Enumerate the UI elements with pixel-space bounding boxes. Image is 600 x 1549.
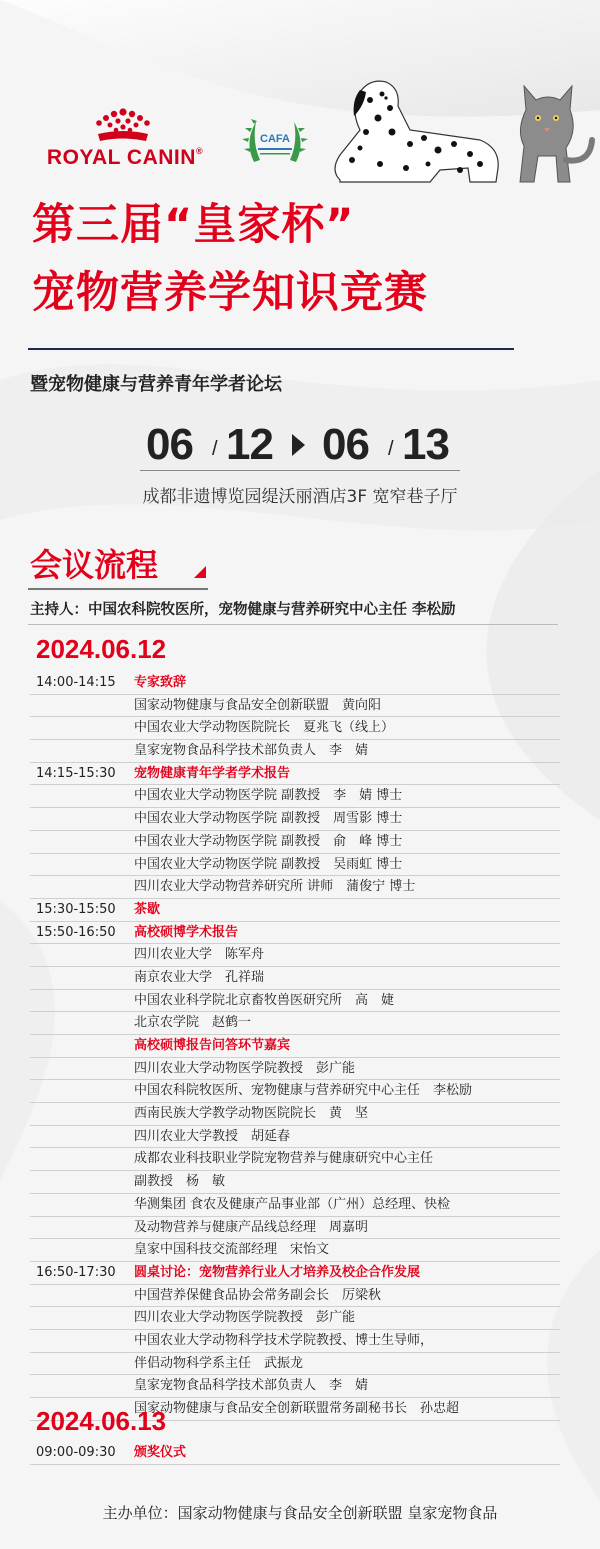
schedule-row bbox=[30, 1035, 560, 1058]
schedule-speaker: 四川农业大学动物医学院教授 彭广能 bbox=[134, 1310, 356, 1326]
event-title-line2: 宠物营养学知识竞赛 bbox=[32, 268, 428, 318]
schedule-row bbox=[30, 1375, 560, 1398]
schedule-row bbox=[30, 876, 560, 899]
schedule-row bbox=[30, 1080, 560, 1103]
schedule-speaker: 四川农业大学动物营养研究所 讲师 蒲俊宁 博士 bbox=[134, 879, 416, 895]
royal-canin-wordmark: ROYAL CANIN® bbox=[46, 146, 204, 169]
schedule-speaker: 及动物营养与健康产品线总经理 周嘉明 bbox=[134, 1219, 369, 1235]
cat-illustration bbox=[520, 86, 592, 182]
title-divider bbox=[28, 348, 514, 350]
schedule-row bbox=[30, 1353, 560, 1376]
schedule-speaker: 北京农学院 赵鹤一 bbox=[134, 1015, 252, 1031]
schedule-row bbox=[30, 1194, 560, 1217]
schedule-speaker: 国家动物健康与食品安全创新联盟 黄向阳 bbox=[134, 697, 382, 713]
schedule-row bbox=[30, 1217, 560, 1240]
day1-schedule bbox=[30, 672, 560, 1421]
date-slash: / bbox=[212, 438, 218, 460]
event-title-line1: 第三届“皇家杯” bbox=[32, 200, 355, 250]
event-venue: 成都非遗博览园缇沃丽酒店3F 宽窄巷子厅 bbox=[142, 487, 458, 507]
event-dates bbox=[0, 420, 600, 470]
schedule-session-title: 高校硕博报告问答环节嘉宾 bbox=[134, 1038, 291, 1053]
schedule-row bbox=[30, 808, 560, 831]
schedule-row bbox=[30, 1012, 560, 1035]
schedule-row bbox=[30, 967, 560, 990]
start-day: 12 bbox=[226, 420, 273, 469]
royal-canin-logo bbox=[40, 108, 210, 168]
arrow-right-icon bbox=[292, 434, 305, 456]
schedule-speaker: 中国农业大学动物医院院长 夏兆飞（线上） bbox=[134, 720, 395, 736]
dog-and-cat-photo bbox=[320, 60, 600, 190]
schedule-row bbox=[30, 740, 560, 763]
agenda-heading-rule bbox=[28, 588, 208, 590]
schedule-speaker: 中国农业大学动物医学院 副教授 李 婧 博士 bbox=[134, 788, 403, 804]
schedule-row bbox=[30, 1442, 560, 1465]
schedule-row bbox=[30, 944, 560, 967]
schedule-row bbox=[30, 899, 560, 922]
schedule-speaker: 中国农业科学院北京畜牧兽医研究所 高 婕 bbox=[134, 992, 395, 1008]
schedule-speaker: 中国农业大学动物医学院 副教授 吴雨虹 博士 bbox=[134, 856, 403, 872]
schedule-session-title: 圆桌讨论：宠物营养行业人才培养及校企合作发展 bbox=[134, 1264, 421, 1280]
schedule-speaker: 西南民族大学教学动物医院院长 黄 坚 bbox=[134, 1106, 369, 1122]
schedule-session-title: 高校硕博学术报告 bbox=[134, 924, 239, 940]
schedule-speaker: 华测集团 食农及健康产品事业部（广州）总经理、快检 bbox=[134, 1196, 451, 1212]
schedule-session-title: 宠物健康青年学者学术报告 bbox=[134, 765, 291, 781]
end-day: 13 bbox=[402, 420, 449, 469]
schedule-speaker: 皇家宠物食品科学技术部负责人 李 婧 bbox=[134, 1378, 369, 1394]
schedule-row bbox=[30, 1103, 560, 1126]
schedule-speaker: 成都农业科技职业学院宠物营养与健康研究中心主任 bbox=[134, 1151, 434, 1167]
schedule-row bbox=[30, 717, 560, 740]
schedule-speaker: 四川农业大学教授 胡延春 bbox=[134, 1128, 291, 1144]
host-line: 主持人：中国农科院牧医所，宠物健康与营养研究中心主任 李松励 bbox=[30, 602, 456, 618]
schedule-row bbox=[30, 1058, 560, 1081]
schedule-row bbox=[30, 1285, 560, 1308]
schedule-speaker: 皇家中国科技交流部经理 宋怡文 bbox=[134, 1242, 330, 1258]
schedule-speaker: 国家动物健康与食品安全创新联盟常务副秘书长 孙忠超 bbox=[134, 1401, 460, 1416]
schedule-row bbox=[30, 1126, 560, 1149]
schedule-row bbox=[30, 785, 560, 808]
schedule-row bbox=[30, 695, 560, 718]
organizers: 主办单位：国家动物健康与食品安全创新联盟 皇家宠物食品 bbox=[102, 1504, 498, 1522]
schedule-time: 14:00-14:15 bbox=[36, 675, 116, 690]
event-subtitle: 暨宠物健康与营养青年学者论坛 bbox=[30, 374, 282, 395]
schedule-speaker: 中国农业大学动物医学院 副教授 周雪影 博士 bbox=[134, 811, 403, 827]
schedule-session-title: 专家致辞 bbox=[134, 675, 187, 690]
schedule-speaker: 南京农业大学 孔祥瑞 bbox=[134, 969, 265, 985]
schedule-time: 16:50-17:30 bbox=[36, 1264, 116, 1280]
host-divider bbox=[28, 624, 558, 625]
crown-icon bbox=[88, 108, 158, 144]
day2-date: 2024.06.13 bbox=[36, 1406, 167, 1436]
schedule-time: 14:15-15:30 bbox=[36, 765, 116, 781]
end-month: 06 bbox=[322, 420, 369, 469]
schedule-row bbox=[30, 1239, 560, 1262]
cafa-wordmark: CAFA bbox=[260, 133, 290, 145]
schedule-row bbox=[30, 1148, 560, 1171]
schedule-row bbox=[30, 1262, 560, 1285]
schedule-time: 15:50-16:50 bbox=[36, 924, 116, 940]
schedule-session-title: 茶歇 bbox=[134, 901, 161, 917]
schedule-speaker: 中国农科院牧医所、宠物健康与营养研究中心主任 李松励 bbox=[134, 1083, 473, 1099]
day2-schedule bbox=[30, 1442, 560, 1465]
schedule-speaker: 中国营养保健食品协会常务副会长 厉梁秋 bbox=[134, 1287, 382, 1303]
schedule-speaker: 四川农业大学动物医学院教授 彭广能 bbox=[134, 1060, 356, 1076]
day1-date: 2024.06.12 bbox=[36, 634, 167, 664]
schedule-row bbox=[30, 854, 560, 877]
schedule-row bbox=[30, 831, 560, 854]
schedule-row bbox=[30, 990, 560, 1013]
schedule-time: 09:00-09:30 bbox=[36, 1445, 116, 1460]
schedule-speaker: 副教授 杨 敏 bbox=[134, 1174, 226, 1190]
schedule-row bbox=[30, 1171, 560, 1194]
schedule-row bbox=[30, 922, 560, 945]
schedule-row bbox=[30, 672, 560, 695]
date-slash: / bbox=[388, 438, 394, 460]
schedule-time: 15:30-15:50 bbox=[36, 901, 116, 917]
dalmatian-illustration bbox=[335, 81, 498, 182]
start-month: 06 bbox=[146, 420, 193, 469]
schedule-speaker: 皇家宠物食品科学技术部负责人 李 婧 bbox=[134, 743, 369, 759]
corner-triangle-icon bbox=[194, 566, 206, 578]
schedule-speaker: 四川农业大学 陈军舟 bbox=[134, 947, 265, 963]
schedule-row bbox=[30, 1307, 560, 1330]
agenda-heading: 会议流程 bbox=[30, 546, 159, 584]
schedule-speaker: 伴侣动物科学系主任 武振龙 bbox=[134, 1355, 304, 1371]
cafa-logo bbox=[240, 112, 310, 170]
schedule-session-title: 颁奖仪式 bbox=[134, 1445, 187, 1460]
schedule-speaker: 中国农业大学动物科学技术学院教授、博士生导师， bbox=[134, 1332, 434, 1348]
date-divider bbox=[140, 470, 460, 471]
schedule-row bbox=[30, 1330, 560, 1353]
schedule-row bbox=[30, 763, 560, 786]
schedule-speaker: 中国农业大学动物医学院 副教授 俞 峰 博士 bbox=[134, 833, 403, 849]
